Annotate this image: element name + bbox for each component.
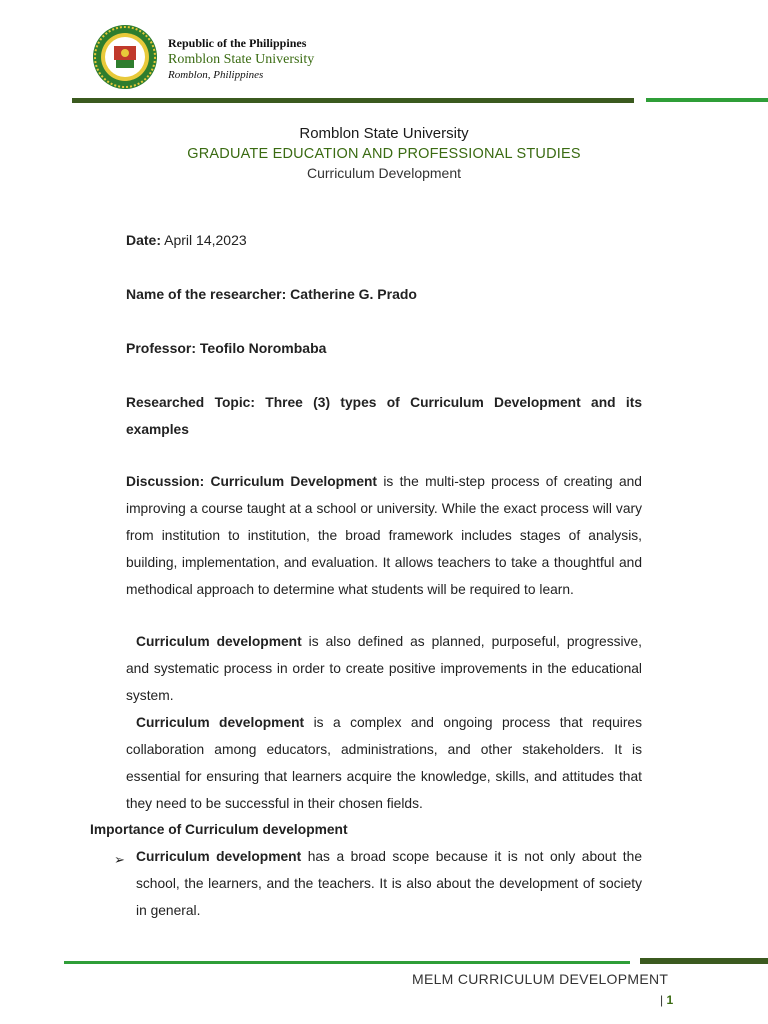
discussion-paragraph-1 — [126, 468, 642, 603]
letterhead-country: Republic of the Philippines — [168, 36, 307, 50]
importance-bullet-item — [136, 843, 642, 924]
importance-heading: Importance of Curriculum development — [90, 822, 348, 837]
p3-text: is a complex and ongoing process that requires collaboration among educators, administrations, and other stakeholders. It is essential for ensuring that learners acquire the knowledge, skills, and attitudes that they need to be successful in their chosen fields. — [126, 715, 642, 811]
footer-divider-light — [64, 961, 630, 964]
university-seal-logo — [92, 24, 158, 90]
page-number — [660, 993, 673, 1007]
title-course: Curriculum Development — [306, 165, 462, 181]
page-number-value: 1 — [666, 993, 674, 1007]
professor-line: Professor: Teofilo Norombaba — [126, 340, 327, 356]
letterhead — [168, 36, 314, 82]
p2-text: is also defined as planned, purposeful, progressive, and systematic process in order to create positive improvements in the educational system. — [126, 634, 642, 703]
document-title-block — [0, 124, 768, 182]
letterhead-location: Romblon, Philippines — [168, 68, 264, 81]
header-divider-dark — [72, 98, 634, 103]
footer-course-text: MELM CURRICULUM DEVELOPMENT — [412, 971, 669, 987]
discussion-paragraph-2 — [126, 628, 642, 709]
discussion-lead-label: Discussion: Curriculum Development — [126, 474, 378, 489]
bullet-text: has a broad scope because it is not only about the school, the learners, and the teachers. It is also about the development of society in general. — [136, 849, 642, 918]
p2-bold: Curriculum development — [136, 634, 302, 649]
discussion-lead-text: is the multi-step process of creating and improving a course taught at a school or university. While the exact process will vary from institution to institution, the broad framework includes stages of analysis, building, implementation, and evaluation. It allows teachers to take a thoughtful and methodical approach to determine what students will be required to learn. — [126, 474, 642, 597]
date-value: April 14,2023 — [161, 232, 247, 248]
letterhead-university: Romblon State University — [168, 52, 315, 67]
title-college: GRADUATE EDUCATION AND PROFESSIONAL STUDIES — [187, 146, 581, 162]
date-label: Date: — [126, 232, 162, 248]
date-line — [126, 232, 642, 248]
bullet-bold: Curriculum development — [136, 849, 302, 864]
topic-line: Researched Topic: Three (3) types of Curriculum Development and its examples — [126, 395, 642, 437]
p3-bold: Curriculum development — [136, 715, 305, 730]
header-divider-light — [646, 98, 768, 102]
title-university: Romblon State University — [299, 125, 469, 142]
footer-divider-dark — [640, 958, 768, 964]
arrow-bullet-icon: ➢ — [114, 852, 125, 867]
page-separator: | — [660, 993, 664, 1007]
researcher-line: Name of the researcher: Catherine G. Prado — [126, 286, 417, 302]
discussion-paragraph-3 — [126, 709, 642, 817]
